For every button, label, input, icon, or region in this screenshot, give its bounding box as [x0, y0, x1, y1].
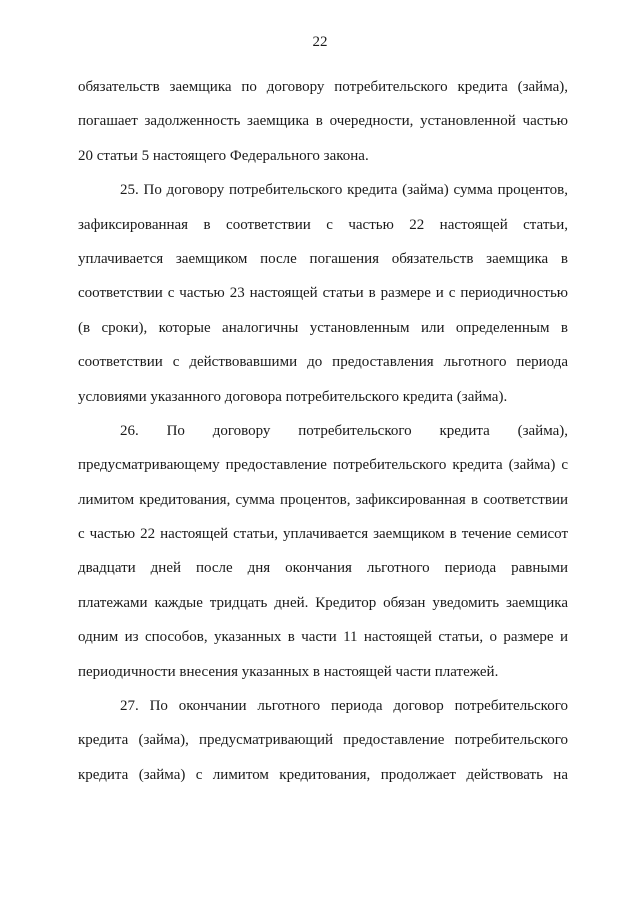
- text-line: лимитом кредитования, сумма процентов, зафиксированная в соответствии: [78, 491, 568, 508]
- paragraph-27: [78, 689, 568, 792]
- text-line: зафиксированная в соответствии с частью 22 настоящей статьи,: [78, 216, 568, 233]
- text-line: 20 статьи 5 настоящего Федерального закона.: [78, 147, 369, 164]
- document-body: [78, 70, 568, 792]
- page-number: 22: [312, 34, 328, 50]
- text-line: периодичности внесения указанных в настоящей части платежей.: [78, 663, 499, 680]
- text-line: соответствии с действовавшими до предоставления льготного периода: [78, 354, 568, 371]
- text-line: (в сроки), которые аналогичны установленным или определенным в: [78, 319, 568, 336]
- text-line: платежами каждые тридцать дней. Кредитор обязан уведомить заемщика: [78, 594, 568, 611]
- text-line: уплачивается заемщиком после погашения обязательств заемщика в: [78, 250, 568, 267]
- paragraph-continuation: [78, 70, 568, 173]
- text-line: кредита (займа) с лимитом кредитования, продолжает действовать на: [78, 766, 568, 783]
- text-line: 25. По договору потребительского кредита (займа) сумма процентов,: [120, 182, 568, 199]
- text-line: предусматривающему предоставление потребительского кредита (займа) с: [78, 457, 568, 474]
- text-line: кредита (займа), предусматривающий предоставление потребительского: [78, 732, 568, 749]
- paragraph-25: [78, 173, 568, 414]
- text-line: одним из способов, указанных в части 11 настоящей статьи, о размере и: [78, 629, 568, 646]
- text-line: двадцати дней после дня окончания льготного периода равными: [78, 560, 568, 577]
- text-line: с частью 22 настоящей статьи, уплачивается заемщиком в течение семисот: [78, 526, 568, 543]
- paragraph-26: [78, 414, 568, 689]
- text-line: обязательств заемщика по договору потребительского кредита (займа),: [78, 79, 568, 95]
- text-line: 27. По окончании льготного периода договор потребительского: [120, 698, 568, 715]
- text-line: погашает задолженность заемщика в очередности, установленной частью: [78, 113, 568, 130]
- text-line: условиями указанного договора потребительского кредита (займа).: [78, 388, 508, 405]
- text-line: 26. По договору потребительского кредита (займа),: [120, 422, 568, 439]
- text-line: соответствии с частью 23 настоящей статьи в размере и с периодичностью: [78, 285, 568, 302]
